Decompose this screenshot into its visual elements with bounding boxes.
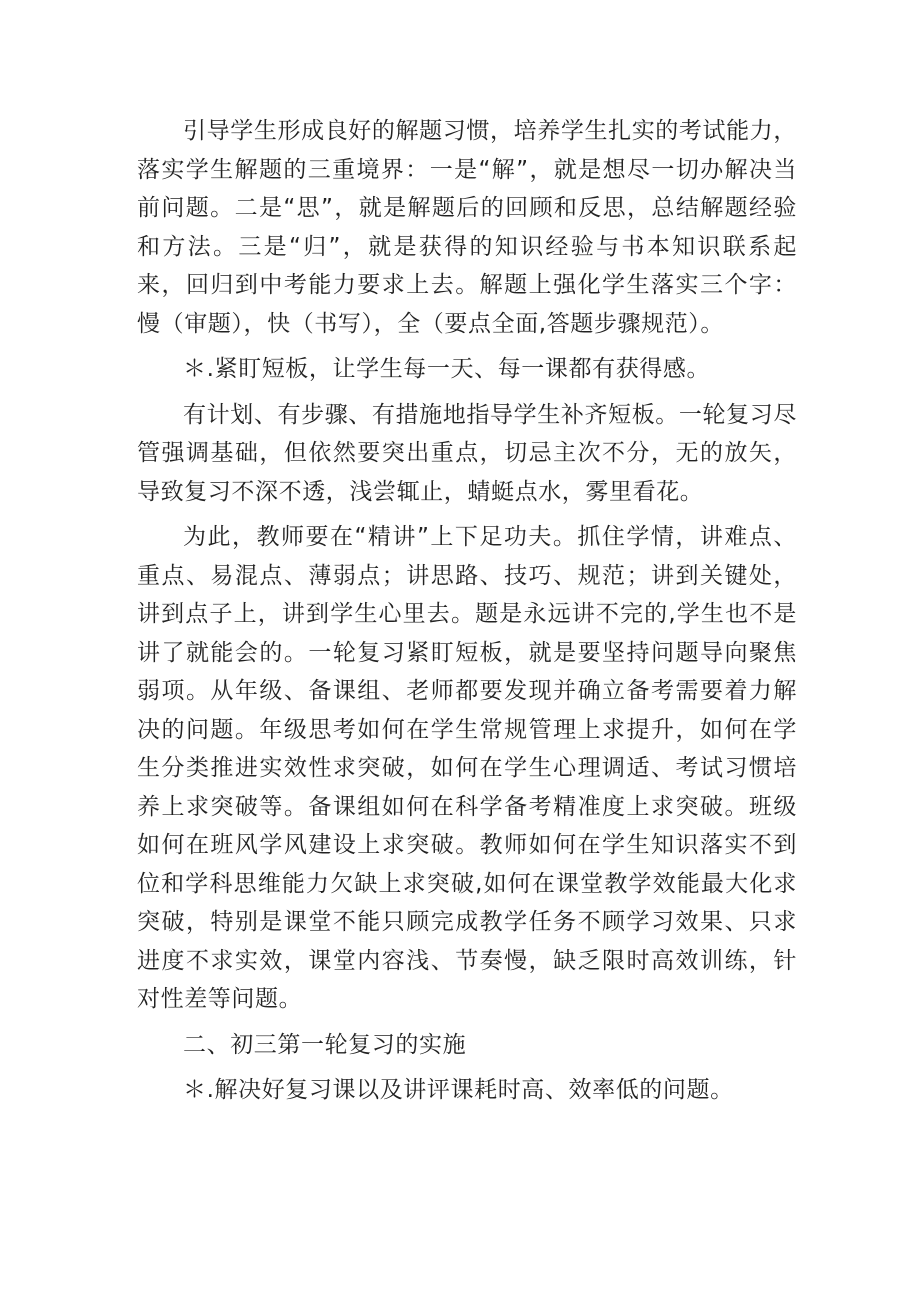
section-heading-focus-weakness: ＊.紧盯短板，让学生每一天、每一课都有获得感。 bbox=[183, 356, 711, 382]
paragraph-fill-gaps: 有计划、有步骤、有措施地指导学生补齐短板。一轮复习尽管强调基础，但依然要突出重点，切忌主次不分，无的放矢，导致复习不深不透，浅尝辄止，蜻蜓点水，雾里看花。 bbox=[137, 401, 797, 505]
section-heading-implementation: 二、初三第一轮复习的实施 bbox=[183, 1031, 467, 1058]
document-body bbox=[137, 112, 797, 1117]
paragraph-precise-teaching: 为此，教师要在“精讲”上下足功夫。抓住学情，讲难点、重点、易混点、薄弱点；讲思路、技巧、规范；讲到关键处，讲到点子上，讲到学生心里去。题是永远讲不完的,学生也不是讲了就能会的。一轮复习紧盯短板，就是要坚持问题导向聚焦弱项。从年级、备课组、老师都要发现并确立备考需要着力解决的问题。年级思考如何在学生常规管理上求提升，如何在学生分类推进实效性求突破，如何在学生心理调适、考试习惯培养上求突破等。备课组如何在科学备考精准度上求突破。班级如何在班风学风建设上求突破。教师如何在学生知识落实不到位和学科思维能力欠缺上求突破,如何在课堂教学效能最大化求突破，特别是课堂不能只顾完成教学任务不顾学习效果、只求进度不求实效，课堂内容浅、节奏慢，缺乏限时高效训练，针对性差等问题。 bbox=[137, 524, 797, 1012]
paragraph-problem-solving-habits: 引导学生形成良好的解题习惯，培养学生扎实的考试能力，落实学生解题的三重境界：一是“解”，就是想尽一切办解决当前问题。二是“思”，就是解题后的回顾和反思，总结解题经验和方法。三是“归”，就是获得的知识经验与书本知识联系起来，回归到中考能力要求上去。解题上强化学生落实三个字：慢（审题），快（书写），全（要点全面,答题步骤规范）。 bbox=[137, 118, 797, 337]
section-heading-review-efficiency: ＊.解决好复习课以及讲评课耗时高、效率低的问题。 bbox=[183, 1077, 734, 1103]
